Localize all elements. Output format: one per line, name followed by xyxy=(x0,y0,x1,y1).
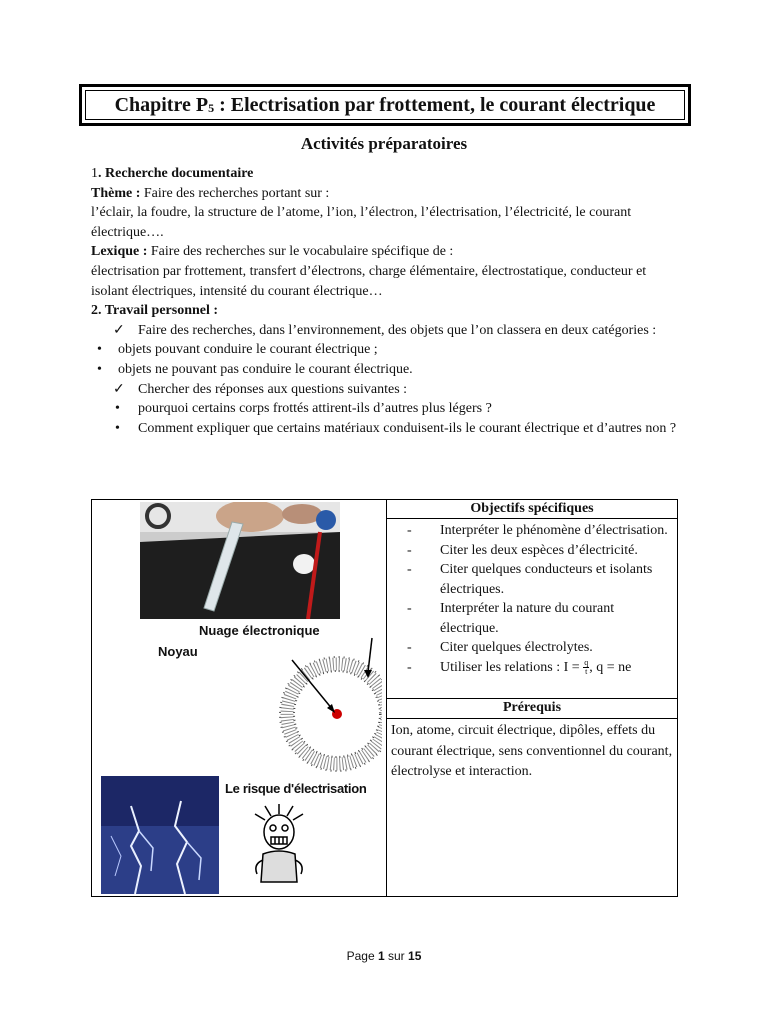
bullet-item: • objets ne pouvant pas conduire le courant électrique. xyxy=(91,360,681,380)
check-item: ✓ Chercher des réponses aux questions suivantes : xyxy=(91,380,681,400)
noyau-label: Noyau xyxy=(158,644,198,659)
question-item: • Comment expliquer que certains matériaux conduisent-ils le courant électrique et d’autres non ? xyxy=(91,419,681,439)
lexique-line: Lexique : Faire des recherches sur le vocabulaire spécifique de : xyxy=(91,244,454,260)
prerequis-cell xyxy=(387,719,678,897)
nuage-label: Nuage électronique xyxy=(199,623,320,638)
theme-list: l’éclair, la foudre, la structure de l’atome, l’ion, l’électron, l’électrisation, l’électricité, le courant électrique…. xyxy=(91,205,632,240)
risque-label: Le risque d'électrisation xyxy=(225,781,367,796)
body-text xyxy=(91,164,681,438)
objective-item: - Interpréter la nature du courant électrique. xyxy=(407,601,615,636)
electrocution-cartoon xyxy=(249,802,309,886)
objective-item: - Citer les deux espèces d’électricité. xyxy=(407,542,638,558)
prerequis-heading: Prérequis xyxy=(502,700,562,715)
checkmark-icon: ✓ xyxy=(113,381,125,397)
objectives-table xyxy=(91,499,678,897)
prerequis-text: Ion, atome, circuit électrique, dipôles, effets du courant électrique, sens conventionnel du courant, électrolyse et interaction. xyxy=(391,723,673,779)
page-footer: Page 1 sur 15 xyxy=(346,949,422,963)
page-subtitle: Activités préparatoires xyxy=(300,134,468,153)
objective-item: - Utiliser les relations : I = $\frac{q}{t}$ , q = ne xyxy=(407,657,632,676)
illustrations-cell xyxy=(92,500,387,897)
section2-heading: 2. Travail personnel : xyxy=(91,303,219,319)
chapter-title-box xyxy=(79,84,691,126)
objective-item: - Citer quelques conducteurs et isolants électriques. xyxy=(407,562,653,597)
objectives-cell xyxy=(387,500,678,699)
lightning-photo xyxy=(101,776,219,894)
checkmark-icon: ✓ xyxy=(113,322,125,338)
question-item: • pourquoi certains corps frottés attirent-ils d’autres plus légers ? xyxy=(91,399,681,419)
check-item: ✓ Faire des recherches, dans l’environnement, des objets que l’on classera en deux catégories : xyxy=(91,321,681,341)
bullet-icon: • xyxy=(115,401,120,417)
atom-diagram xyxy=(182,628,382,778)
prerequis-heading-cell xyxy=(387,699,678,719)
objectives-list xyxy=(387,519,677,679)
bullet-icon: • xyxy=(97,342,102,358)
section1-heading: 1. Recherche documentaire xyxy=(91,166,254,181)
fraction-q-over-t: $\frac{q}{t}$ xyxy=(584,657,589,676)
lexique-list: électrisation par frottement, transfert d’électrons, charge élémentaire, électrostatique, conducteur et isolant électriques, intensité du courant électrique… xyxy=(91,263,647,299)
objective-item: - Citer quelques électrolytes. xyxy=(407,640,593,655)
theme-line: Thème : Faire des recherches portant sur : xyxy=(91,185,330,201)
rubbed-rod-photo xyxy=(140,502,340,619)
bullet-icon: • xyxy=(115,420,120,436)
bullet-icon: • xyxy=(97,361,102,377)
chapter-title: Chapitre $P_5$ : Electrisation par frottement, le courant électrique xyxy=(114,93,656,116)
objective-item: - Interpréter le phénomène d’électrisation. xyxy=(407,523,668,538)
bullet-item: • objets pouvant conduire le courant électrique ; xyxy=(91,340,681,360)
objectifs-heading: Objectifs spécifiques xyxy=(387,500,677,519)
